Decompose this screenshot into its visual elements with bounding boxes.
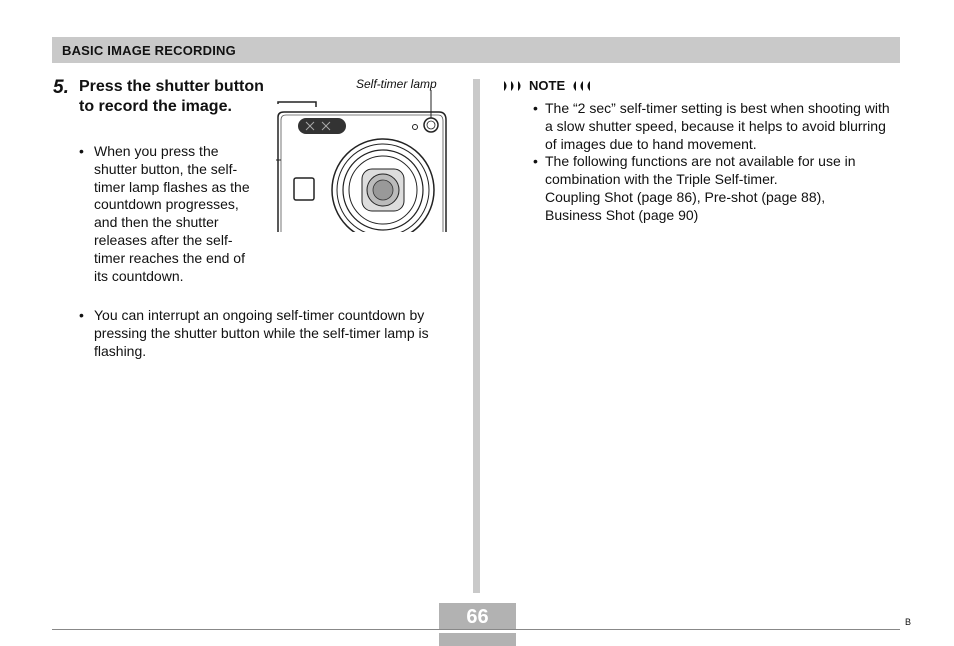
page-number-box — [439, 603, 516, 646]
lens-icon — [332, 139, 434, 235]
page-number: 66 — [466, 606, 489, 628]
self-timer-lamp-caption: Self-timer lamp — [356, 77, 437, 91]
step-bullet-list-2 — [79, 307, 444, 360]
note-label: NOTE — [529, 78, 566, 93]
note-heading — [503, 78, 591, 93]
note-extra-line-2: Business Shot (page 90) — [545, 206, 699, 223]
note-extra-line-1: Coupling Shot (page 86), Pre-shot (page 88), — [545, 188, 826, 205]
list-item — [79, 307, 444, 360]
list-item — [533, 100, 898, 153]
note-right-arrows-icon — [569, 80, 591, 92]
corner-mark: B — [905, 617, 912, 627]
list-item — [533, 153, 898, 224]
column-divider — [473, 79, 480, 593]
self-timer-lamp-icon — [424, 118, 438, 132]
flash-icon — [298, 118, 346, 134]
bullet-icon: • — [533, 100, 538, 116]
step-title: Press the shutter button to record the image. — [79, 78, 264, 115]
list-item — [79, 143, 259, 285]
bullet-icon: • — [79, 307, 84, 323]
bullet-text: The following functions are not available for use in combination with the Triple Self-timer. — [545, 153, 856, 188]
note-bullet-list — [533, 100, 898, 225]
camera-illustration — [276, 90, 451, 235]
bullet-text: The “2 sec” self-timer setting is best when shooting with a slow shutter speed, because it helps to avoid blurring of images due to hand movement. — [545, 100, 890, 152]
bullet-text: You can interrupt an ongoing self-timer countdown by pressing the shutter button while the self-timer lamp is flashing. — [94, 307, 429, 359]
bullet-text: When you press the shutter button, the self-timer lamp flashes as the countdown progresses, and then the shutter releases after the self-timer reaches the end of its countdown. — [94, 143, 250, 284]
step-bullet-list-1 — [79, 143, 259, 285]
viewfinder-icon — [294, 178, 314, 200]
note-left-arrows-icon — [503, 80, 525, 92]
page-number-tab — [439, 603, 516, 629]
step-number: 5. — [53, 77, 69, 98]
bullet-icon: • — [533, 153, 538, 170]
section-title: BASIC IMAGE RECORDING — [62, 43, 236, 58]
footer-rule — [52, 629, 900, 630]
section-header-bar — [52, 37, 900, 63]
bullet-icon: • — [79, 143, 84, 159]
page-number-tab-lower — [439, 633, 516, 646]
